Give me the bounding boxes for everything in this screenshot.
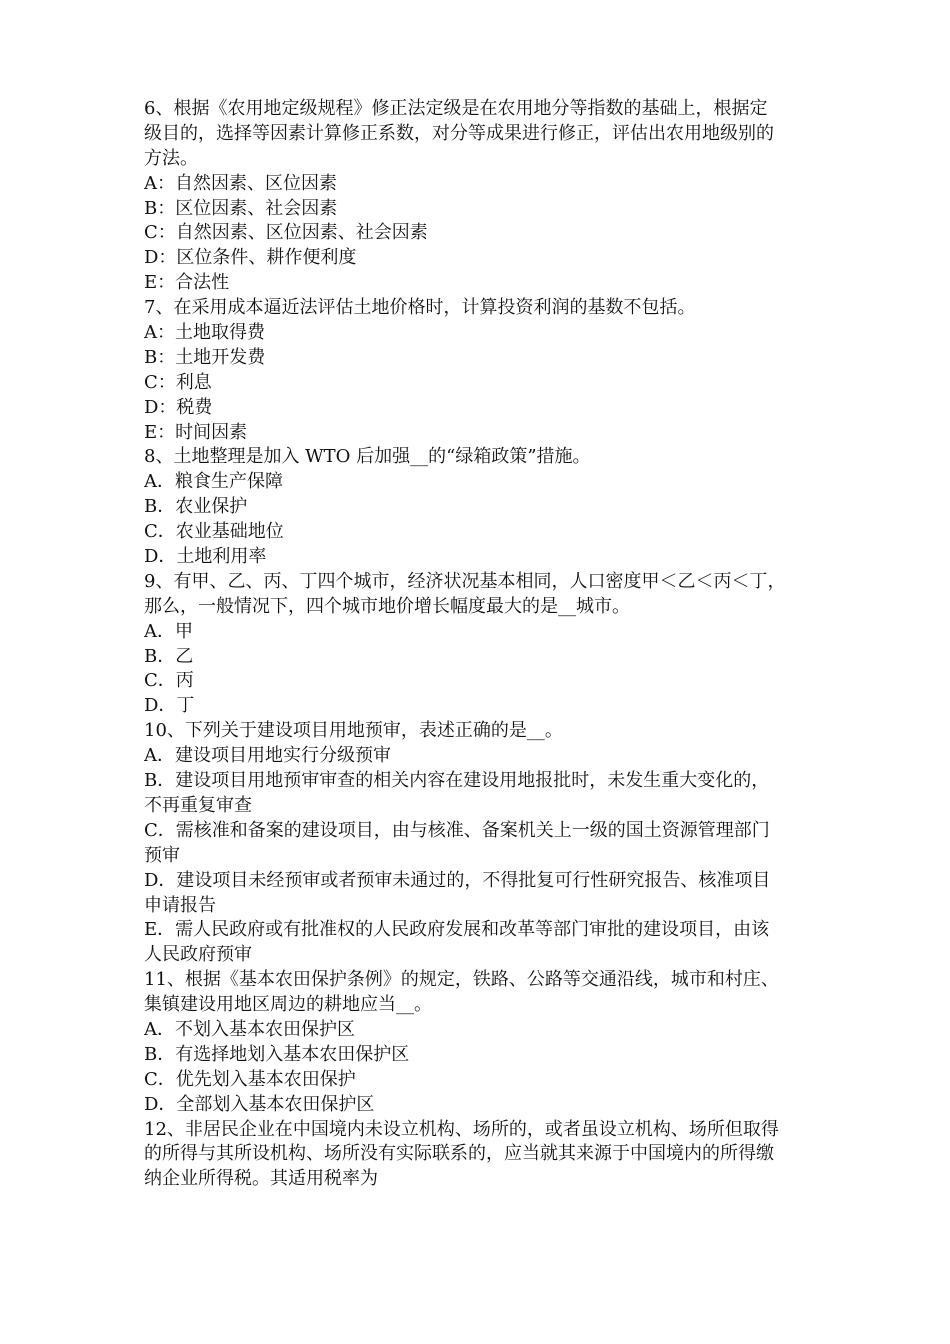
text-line: 方法。 — [144, 147, 198, 169]
text-line: 9、有甲、乙、丙、丁四个城市，经济状况基本相同，人口密度甲＜乙＜丙＜丁， — [144, 570, 786, 592]
text-line: 不再重复审查 — [144, 794, 252, 816]
document-page — [144, 97, 820, 1192]
text-line: C．优先划入基本农田保护 — [144, 1068, 356, 1090]
text-line: C：自然因素、区位因素、社会因素 — [144, 222, 428, 244]
text-line: D．全部划入基本农田保护区 — [144, 1093, 375, 1115]
text-line: 8、土地整理是加入 WTO 后加强__的“绿箱政策”措施。 — [144, 446, 591, 468]
text-line: C．丙 — [144, 670, 194, 692]
text-line: C．农业基础地位 — [144, 521, 284, 543]
text-line: A．建设项目用地实行分级预审 — [144, 745, 391, 767]
text-line: 集镇建设用地区周边的耕地应当__。 — [144, 994, 432, 1016]
text-line: 12、非居民企业在中国境内未设立机构、场所的，或者虽设立机构、场所但取得 — [144, 1118, 779, 1140]
text-line: 6、根据《农用地定级规程》修正法定级是在农用地分等指数的基础上，根据定 — [144, 98, 768, 119]
text-line: A．甲 — [144, 620, 193, 642]
text-line: B：区位因素、社会因素 — [144, 197, 338, 219]
text-line: 那么，一般情况下，四个城市地价增长幅度最大的是__城市。 — [144, 595, 630, 617]
text-line: B．农业保护 — [144, 496, 248, 518]
text-line: 的所得与其所设机构、场所没有实际联系的，应当就其来源于中国境内的所得缴 — [144, 1143, 774, 1165]
text-line: A．不划入基本农田保护区 — [144, 1018, 355, 1040]
text-line: E：时间因素 — [144, 421, 248, 443]
text-line: 11、根据《基本农田保护条例》的规定，铁路、公路等交通沿线，城市和村庄、 — [144, 969, 779, 991]
text-line: D．土地利用率 — [144, 546, 267, 568]
text-line: 级目的，选择等因素计算修正系数，对分等成果进行修正，评估出农用地级别的 — [144, 122, 774, 144]
text-line: 纳企业所得税。其适用税率为 — [144, 1168, 378, 1190]
text-line: D．建设项目未经预审或者预审未通过的，不得批复可行性研究报告、核准项目 — [144, 869, 771, 891]
text-line: C：利息 — [144, 371, 212, 393]
text-line: 7、在采用成本逼近法评估土地价格时，计算投资利润的基数不包括。 — [144, 297, 696, 319]
text-line: C．需核准和备案的建设项目，由与核准、备案机关上一级的国土资源管理部门 — [144, 819, 770, 841]
text-line: E：合法性 — [144, 272, 230, 294]
text-line: E．需人民政府或有批准权的人民政府发展和改革等部门审批的建设项目，由该 — [144, 919, 770, 941]
text-line: B．乙 — [144, 645, 194, 667]
text-line: 人民政府预审 — [144, 944, 252, 966]
text-line: D：税费 — [144, 396, 213, 418]
text-line: D：区位条件、耕作便利度 — [144, 247, 357, 269]
text-line: 预审 — [144, 844, 180, 866]
text-line: A：自然因素、区位因素 — [144, 172, 337, 194]
text-line: B：土地开发费 — [144, 346, 266, 368]
text-line: B．有选择地划入基本农田保护区 — [144, 1043, 410, 1065]
text-line: A：土地取得费 — [144, 322, 265, 344]
text-line: A．粮食生产保障 — [144, 471, 283, 493]
text-line: B．建设项目用地预审审查的相关内容在建设用地报批时，未发生重大变化的， — [144, 770, 770, 792]
text-line: D．丁 — [144, 695, 195, 717]
text-line: 10、下列关于建设项目用地预审，表述正确的是__。 — [144, 720, 563, 742]
text-line: 申请报告 — [144, 894, 216, 916]
